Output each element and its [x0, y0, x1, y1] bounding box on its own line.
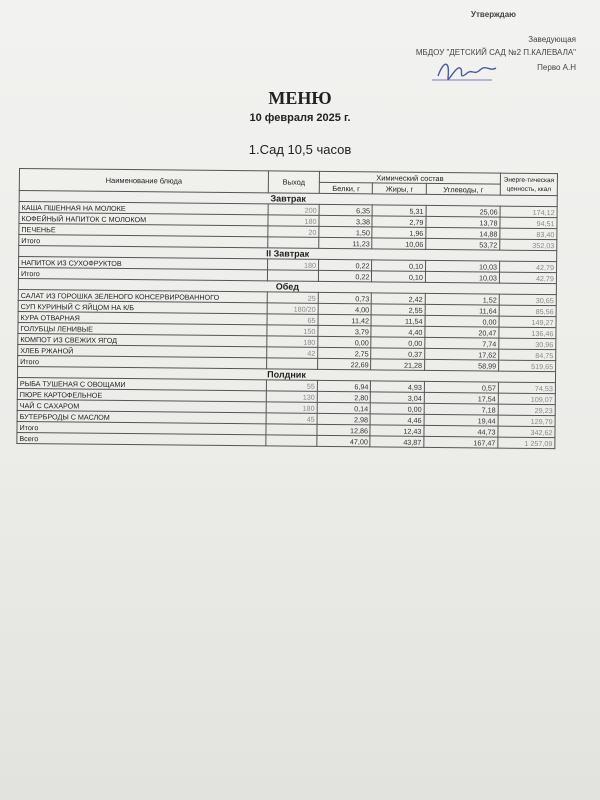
dish-output: 180 — [268, 259, 319, 270]
dish-name: КОФЕЙНЫЙ НАПИТОК С МОЛОКОМ — [19, 213, 268, 226]
total-proteins: 11,23 — [319, 237, 373, 249]
dish-energy: 30,96 — [499, 338, 556, 350]
total-carbs: 10,03 — [425, 271, 499, 283]
dish-energy: 29,23 — [498, 404, 555, 416]
dish-carbs: 7,18 — [424, 403, 498, 415]
dish-energy: 84,75 — [499, 349, 556, 361]
menu-subtitle: 1.Сад 10,5 часов — [248, 142, 352, 157]
approval-position: Заведующая — [528, 35, 576, 44]
dish-name: ПЮРЕ КАРТОФЕЛЬНОЕ — [17, 388, 266, 401]
dish-proteins: 6,35 — [319, 204, 373, 216]
dish-name: КАША ПШЕННАЯ НА МОЛОКЕ — [19, 202, 268, 215]
dish-fats: 0,00 — [371, 337, 425, 349]
header-name: Наименование блюда — [19, 169, 268, 193]
dish-energy: 42,79 — [500, 261, 557, 273]
dish-carbs: 0,57 — [424, 381, 498, 393]
dish-output: 180 — [268, 215, 319, 226]
total-proteins: 0,22 — [318, 270, 372, 282]
header-chemical: Химический состав — [319, 171, 500, 184]
total-energy: 352,03 — [500, 239, 557, 251]
total-output — [267, 270, 318, 281]
total-output — [266, 424, 317, 435]
dish-fats: 2,55 — [372, 304, 426, 316]
dish-name: ГОЛУБЦЫ ЛЕНИВЫЕ — [18, 322, 267, 335]
dish-fats: 4,40 — [371, 326, 425, 338]
dish-fats: 0,37 — [371, 348, 425, 360]
dish-proteins: 1,50 — [319, 226, 373, 238]
dish-output: 25 — [267, 292, 318, 303]
dish-fats: 4,93 — [371, 381, 425, 393]
dish-proteins: 6,94 — [317, 380, 371, 392]
dish-proteins: 2,98 — [317, 413, 371, 425]
section-title: II Завтрак — [19, 246, 557, 262]
total-fats: 10,06 — [372, 238, 426, 250]
dish-proteins: 3,79 — [318, 325, 372, 337]
dish-carbs: 11,64 — [425, 304, 499, 316]
total-fats: 21,28 — [371, 359, 425, 371]
total-output — [268, 237, 319, 248]
dish-carbs: 7,74 — [425, 337, 499, 349]
dish-output: 45 — [266, 413, 317, 424]
dish-energy: 149,27 — [499, 316, 556, 328]
dish-name: ЧАЙ С САХАРОМ — [17, 399, 266, 412]
total-carbs: 58,99 — [425, 359, 499, 371]
section-title: Полдник — [17, 366, 555, 382]
header-fats: Жиры, г — [373, 183, 427, 195]
dish-name: СУП КУРИНЫЙ С ЯЙЦОМ НА К/Б — [18, 300, 267, 313]
dish-name: КУРА ОТВАРНАЯ — [18, 311, 267, 324]
dish-energy: 30,65 — [499, 294, 556, 306]
dish-carbs: 0,00 — [425, 315, 499, 327]
dish-name: ХЛЕБ РЖАНОЙ — [18, 344, 267, 357]
dish-carbs: 19,44 — [424, 414, 498, 426]
dish-output: 180 — [267, 336, 318, 347]
dish-carbs: 20,47 — [425, 326, 499, 338]
dish-fats: 5,31 — [373, 205, 427, 217]
dish-fats: 4,46 — [371, 414, 425, 426]
dish-carbs: 1,52 — [425, 293, 499, 305]
total-fats: 12,43 — [370, 425, 424, 437]
header-proteins: Белки, г — [319, 182, 373, 194]
dish-energy: 129,79 — [498, 415, 555, 427]
total-carbs: 53,72 — [426, 238, 500, 250]
dish-energy: 109,07 — [498, 393, 555, 405]
dish-output: 65 — [267, 314, 318, 325]
header-carbs: Углеводы, г — [426, 183, 500, 195]
dish-output: 20 — [268, 226, 319, 237]
dish-energy: 174,12 — [500, 206, 557, 218]
grand-total-fats: 43,87 — [370, 436, 424, 448]
dish-energy: 136,46 — [499, 327, 556, 339]
dish-output: 130 — [266, 391, 317, 402]
dish-name: РЫБА ТУШЕНАЯ С ОВОЩАМИ — [17, 377, 266, 390]
dish-fats: 3,04 — [371, 392, 425, 404]
menu-body — [17, 191, 557, 449]
dish-proteins: 3,38 — [319, 215, 373, 227]
dish-name: ПЕЧЕНЬЕ — [19, 224, 268, 237]
approval-label: Утверждаю — [471, 10, 516, 19]
dish-fats: 0,00 — [371, 403, 425, 415]
dish-name: КОМПОТ ИЗ СВЕЖИХ ЯГОД — [18, 333, 267, 346]
total-label: Итого — [17, 421, 266, 434]
total-output — [267, 358, 318, 369]
total-label: Итого — [18, 268, 267, 281]
dish-carbs: 17,62 — [425, 348, 499, 360]
dish-output: 200 — [268, 204, 319, 215]
section-title: Завтрак — [19, 191, 557, 207]
dish-proteins: 11,42 — [318, 314, 372, 326]
dish-fats: 0,10 — [372, 260, 426, 272]
header-output: Выход — [268, 171, 319, 193]
grand-total-energy: 1 257,09 — [498, 437, 555, 449]
total-fats: 0,10 — [372, 271, 426, 283]
total-energy: 42,79 — [499, 272, 556, 284]
dish-name: НАПИТОК ИЗ СУХОФРУКТОВ — [19, 257, 268, 270]
grand-total-proteins: 47,00 — [317, 435, 371, 447]
dish-output: 180 — [266, 402, 317, 413]
dish-carbs: 14,88 — [426, 227, 500, 239]
dish-carbs: 13,78 — [426, 216, 500, 228]
approval-org: МБДОУ "ДЕТСКИЙ САД №2 П.КАЛЕВАЛА" — [415, 48, 576, 57]
menu-date: 10 февраля 2025 г. — [249, 112, 351, 124]
total-proteins: 22,69 — [318, 358, 372, 370]
dish-name: САЛАТ ИЗ ГОРОШКА ЗЕЛЕНОГО КОНСЕРВИРОВАННОГО — [18, 289, 267, 302]
dish-fats: 2,42 — [372, 293, 426, 305]
dish-energy: 83,40 — [500, 228, 557, 240]
header-energy: Энерге-тическая ценность, ккал — [500, 173, 557, 196]
dish-proteins: 0,14 — [317, 402, 371, 414]
dish-output: 42 — [267, 347, 318, 358]
dish-fats: 11,54 — [371, 315, 425, 327]
total-label: Итого — [19, 235, 268, 248]
dish-fats: 2,79 — [372, 216, 426, 228]
total-proteins: 12,86 — [317, 424, 371, 436]
total-label: Итого — [18, 355, 267, 368]
total-energy: 519,65 — [499, 360, 556, 372]
dish-output: 180/20 — [267, 303, 318, 314]
dish-output: 55 — [266, 380, 317, 391]
dish-energy: 85,56 — [499, 305, 556, 317]
dish-carbs: 10,03 — [425, 260, 499, 272]
dish-proteins: 2,75 — [318, 347, 372, 359]
grand-total-output — [266, 435, 317, 446]
dish-proteins: 0,73 — [318, 292, 372, 304]
menu-table — [16, 168, 558, 449]
page-title: МЕНЮ — [268, 88, 332, 108]
dish-proteins: 0,22 — [319, 259, 373, 271]
dish-name: БУТЕРБРОДЫ С МАСЛОМ — [17, 410, 266, 423]
total-energy: 342,62 — [498, 426, 555, 438]
dish-proteins: 0,00 — [318, 336, 372, 348]
grand-total-carbs: 167,47 — [424, 436, 498, 448]
dish-carbs: 17,54 — [424, 392, 498, 404]
section-title: Обед — [18, 278, 556, 294]
dish-fats: 1,96 — [372, 227, 426, 239]
dish-output: 150 — [267, 325, 318, 336]
grand-total-label: Всего — [17, 432, 266, 445]
approval-signer: Перво А.Н — [537, 63, 576, 72]
dish-proteins: 2,80 — [317, 391, 371, 403]
dish-carbs: 25,06 — [426, 205, 500, 217]
total-carbs: 44,73 — [424, 425, 498, 437]
signature-mark — [430, 56, 500, 86]
dish-proteins: 4,00 — [318, 303, 372, 315]
dish-energy: 94,51 — [500, 217, 557, 229]
dish-energy: 74,53 — [498, 382, 555, 394]
